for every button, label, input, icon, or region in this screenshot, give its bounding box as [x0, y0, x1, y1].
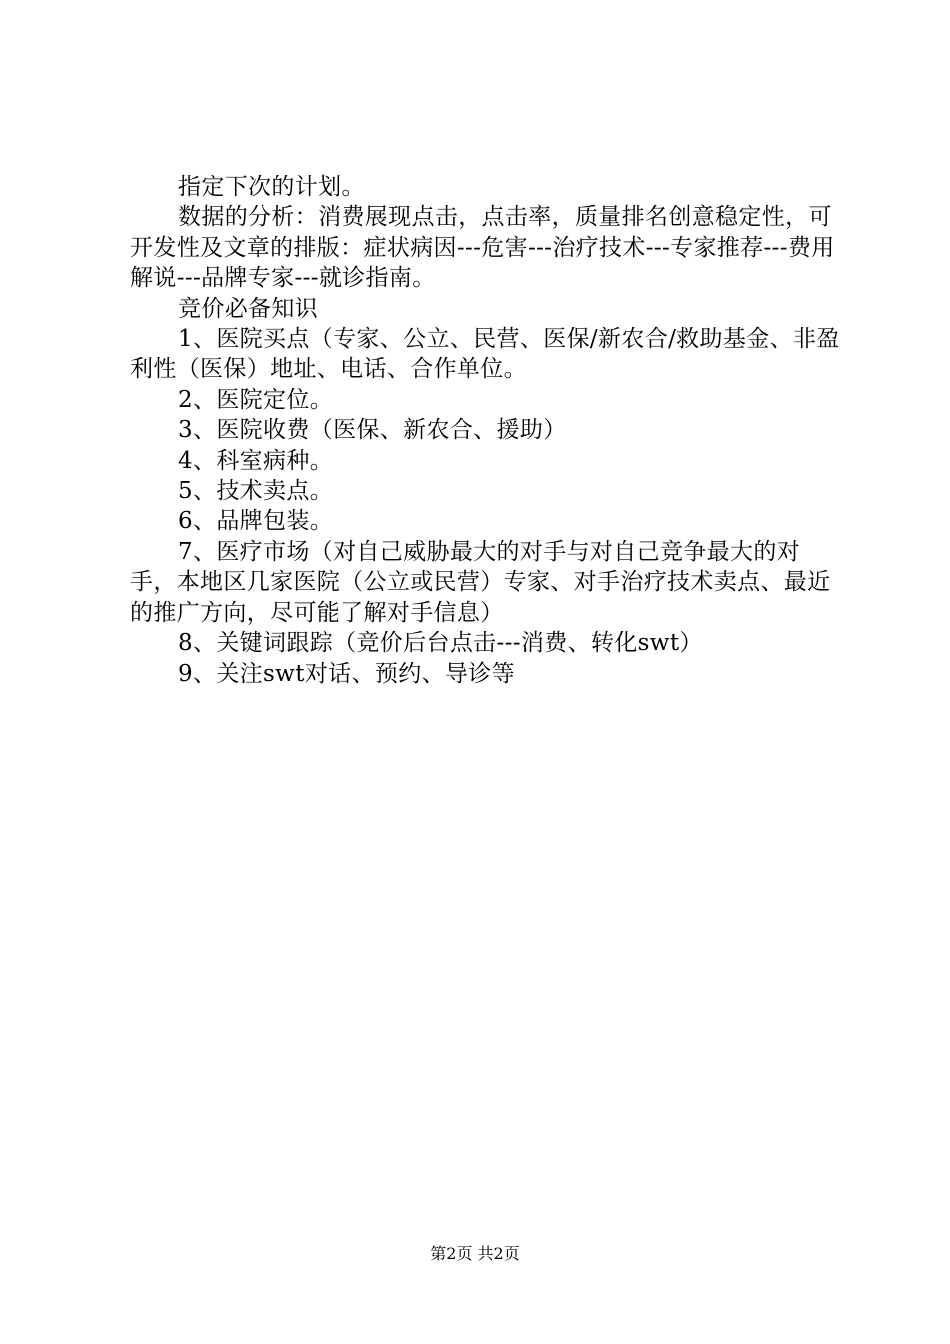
list-item-5: 5、技术卖点。: [178, 478, 334, 505]
paragraph-heading-knowledge: 竞价必备知识: [178, 295, 319, 322]
list-item-3: 3、医院收费（医保、新农合、援助）: [178, 417, 567, 444]
list-item-7: 7、医疗市场（对自己威胁最大的对手与对自己竞争最大的对手，本地区几家医院（公立或民营）专家、对手治疗技术卖点、最近的推广方向，尽可能了解对手信息）: [130, 538, 831, 626]
list-item-2: 2、医院定位。: [178, 386, 334, 413]
page-number-footer: 第2页 共2页: [430, 1244, 520, 1263]
list-item-6: 6、品牌包装。: [178, 508, 334, 535]
list-item-4: 4、科室病种。: [178, 447, 334, 474]
list-item-1: 1、医院买点（专家、公立、民营、医保/新农合/救助基金、非盈利性（医保）地址、电话、合作单位。: [130, 326, 840, 383]
paragraph-plan: 指定下次的计划。: [178, 174, 365, 200]
list-item-8: 8、关键词跟踪（竞价后台点击---消费、转化swt）: [178, 630, 703, 657]
list-item-9: 9、关注swt对话、预约、导诊等: [178, 660, 515, 687]
document-body: [130, 172, 840, 689]
paragraph-data-analysis: 数据的分析：消费展现点击，点击率，质量排名创意稳定性，可开发性及文章的排版：症状病因---危害---治疗技术---专家推荐---费用解说---品牌专家---就诊指南。: [130, 204, 835, 292]
